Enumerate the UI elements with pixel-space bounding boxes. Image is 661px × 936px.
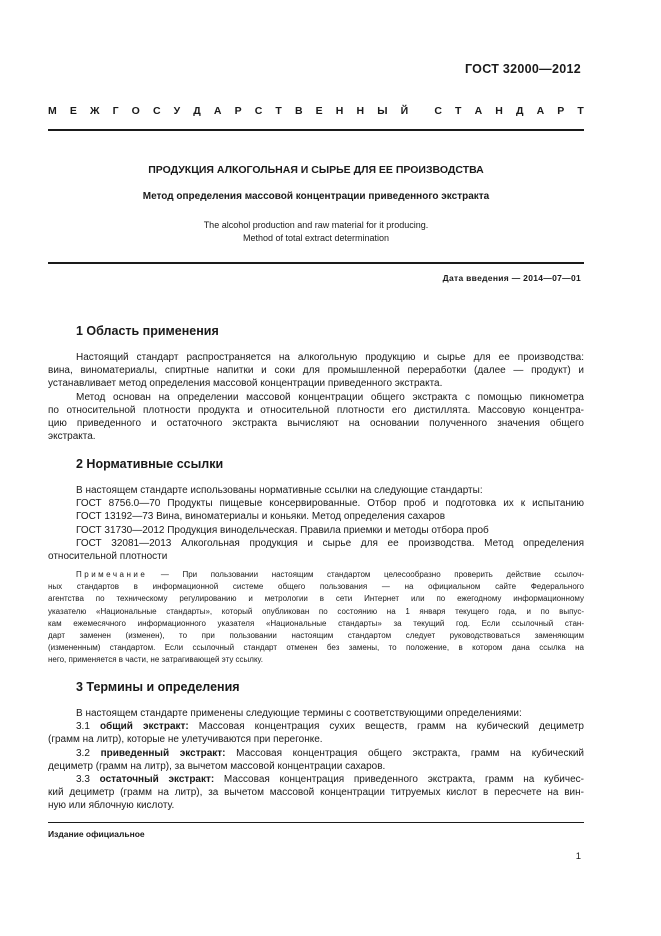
note-line: него, применяется в части, не затрагивающей эту ссылку. bbox=[48, 655, 263, 665]
english-title-line: The alcohol production and raw material for it producing. bbox=[203, 220, 429, 230]
note-line: (измененным) стандартом. Если ссылочный стандарт отменен без замены, то положение, в котором дана ссылка на bbox=[48, 643, 584, 653]
term-definition: Массовая концентрация общего экстракта, грамм на кубический bbox=[225, 747, 585, 759]
standard-type-letter: Р bbox=[234, 105, 242, 117]
term-number: 3.1 bbox=[76, 721, 90, 733]
note-text: — При пользовании настоящим стандартом целесообразно проверить действие ссылоч- bbox=[147, 570, 584, 579]
standard-type-letter: Е bbox=[69, 105, 77, 117]
standard-type-letter: Г bbox=[112, 105, 119, 117]
text-line: Настоящий стандарт распространяется на алкогольную продукцию и сырье для ее производства: bbox=[76, 352, 584, 363]
document-code: ГОСТ 32000—2012 bbox=[464, 62, 581, 76]
standard-type-letter: Ы bbox=[377, 105, 388, 117]
note-line: ных стандартов в информационной системе общего пользования — на официальном сайте Федерального bbox=[48, 582, 584, 592]
text-line: по относительной плотности продукта и относительной плотности его дистиллята. Массовую концентра- bbox=[48, 404, 584, 416]
edition-label: Издание официальное bbox=[48, 829, 145, 839]
english-title bbox=[48, 219, 584, 245]
text-line: Метод основан на определении массовой концентрации общего экстракта с помощью пикнометра bbox=[76, 391, 584, 403]
reference-item: ГОСТ 31730—2012 Продукция винодельческая. Правила приемки и методы отбора проб bbox=[76, 524, 489, 536]
text-line: В настоящем стандарте применены следующие термины с соответствующими определениями: bbox=[76, 708, 522, 719]
title-rule bbox=[48, 262, 584, 264]
standard-type-letter: Й bbox=[400, 105, 409, 117]
standard-type-letter: А bbox=[474, 105, 483, 117]
note-line: кам ежемесячного информационного указателя «Национальные стандарты» за текущий год. Если ссылочный стан- bbox=[48, 618, 584, 628]
standard-type-letter: Н bbox=[356, 105, 365, 117]
standard-type-letter: Д bbox=[515, 105, 524, 117]
standard-type-letter: Ж bbox=[89, 105, 100, 117]
section-1-paragraph-2 bbox=[48, 391, 584, 444]
section-1-paragraph-1 bbox=[48, 351, 584, 391]
standard-type-letter: У bbox=[173, 105, 181, 117]
text-line: устанавливает метод определения массовой концентрации приведенного экстракта. bbox=[48, 378, 443, 390]
text-line: вина, виноматериалы, спиртные напитки и соки для промышленной переработки (далее — продукт) и bbox=[48, 365, 584, 377]
footer-rule bbox=[48, 822, 584, 823]
header-rule bbox=[48, 129, 584, 131]
standard-type-letter: С bbox=[254, 105, 263, 117]
section-3-heading: 3 Термины и определения bbox=[76, 680, 240, 694]
standard-type-letter: Т bbox=[455, 105, 462, 117]
term-3-3 bbox=[48, 773, 584, 786]
standard-type-letter: О bbox=[131, 105, 140, 117]
english-title-line: Method of total extract determination bbox=[242, 233, 390, 243]
introduction-date: Дата введения — 2014—07—01 bbox=[442, 273, 581, 283]
standard-type-letter: Е bbox=[315, 105, 323, 117]
section-2-references bbox=[48, 484, 584, 563]
section-3-terms bbox=[48, 707, 584, 813]
standard-type-letter: Н bbox=[495, 105, 503, 117]
term-definition: Массовая концентрация приведенного экстракта, грамм на кубичес- bbox=[214, 774, 584, 786]
text-line: экстракта. bbox=[48, 431, 96, 443]
standard-type-letter: Т bbox=[275, 105, 282, 117]
standard-type-letter: В bbox=[294, 105, 303, 117]
section-2-heading: 2 Нормативные ссылки bbox=[76, 457, 224, 471]
standard-type-letter: Д bbox=[193, 105, 201, 117]
reference-item: ГОСТ 13192—73 Вина, виноматериалы и коньяки. Метод определения сахаров bbox=[76, 511, 446, 523]
standard-type-letter: С bbox=[152, 105, 161, 117]
standard-type-letter: А bbox=[213, 105, 222, 117]
page-number: 1 bbox=[575, 851, 581, 862]
note-line: агентства по техническому регулированию и метрологии в сети Интернет или по ежегодному информационному bbox=[48, 594, 584, 604]
text-line: В настоящем стандарте использованы нормативные ссылки на следующие стандарты: bbox=[76, 485, 483, 496]
standard-type-letter: Р bbox=[557, 105, 565, 117]
standard-type-heading bbox=[48, 105, 584, 117]
standard-type-letter: Т bbox=[577, 105, 584, 117]
reference-item: ГОСТ 32081—2013 Алкогольная продукция и сырье для ее производства. Метод определения bbox=[76, 537, 584, 549]
standard-type-letter: М bbox=[48, 105, 57, 117]
text-line: (грамм на литр), которые не улетучиваются при перегонке. bbox=[48, 734, 323, 746]
section-1-heading: 1 Область применения bbox=[76, 324, 219, 338]
reference-item: ГОСТ 8756.0—70 Продукты пищевые консервированные. Отбор проб и подготовка их к испытанию bbox=[76, 498, 584, 510]
term-3-2 bbox=[48, 747, 584, 760]
text-line: кий дециметр (грамм на литр), за вычетом массовой концентрации титруемых кислот в пересчете на вин- bbox=[48, 787, 584, 799]
term-name: общий экстракт: bbox=[99, 721, 189, 733]
note-block bbox=[48, 569, 584, 667]
term-3-1 bbox=[48, 720, 584, 733]
standard-type-letter: Н bbox=[335, 105, 344, 117]
text-line: ную или яблочную кислоту. bbox=[48, 800, 175, 812]
document-title: ПРОДУКЦИЯ АЛКОГОЛЬНАЯ И СЫРЬЕ ДЛЯ ЕЕ ПРОИЗВОДСТВА bbox=[148, 164, 484, 176]
term-name: приведенный экстракт: bbox=[100, 747, 226, 759]
term-name: остаточный экстракт: bbox=[99, 774, 215, 786]
standard-type-letter: С bbox=[434, 105, 442, 117]
term-number: 3.3 bbox=[76, 774, 90, 786]
text-line: относительной плотности bbox=[48, 551, 168, 563]
term-number: 3.2 bbox=[76, 747, 90, 759]
note-line bbox=[48, 569, 584, 581]
standard-type-letter: А bbox=[536, 105, 545, 117]
text-line: цию приведенного и остаточного экстракта вычисляют на основании полученного значения общего bbox=[48, 418, 584, 429]
note-line: указателю «Национальные стандарты», который опубликован по состоянию на 1 января текущего года, и по выпус- bbox=[48, 606, 584, 616]
text-line: дециметр (грамм на литр), за вычетом массовой концентрации сахаров. bbox=[48, 760, 386, 772]
note-line: дарт заменен (изменен), то при пользовании настоящим стандартом следует руководствоваться заменяющим bbox=[48, 631, 584, 641]
note-label: Примечание bbox=[76, 570, 148, 579]
document-subtitle: Метод определения массовой концентрации приведенного экстракта bbox=[142, 191, 490, 202]
term-definition: Массовая концентрация сухих веществ, грамм на кубический дециметр bbox=[188, 721, 584, 733]
